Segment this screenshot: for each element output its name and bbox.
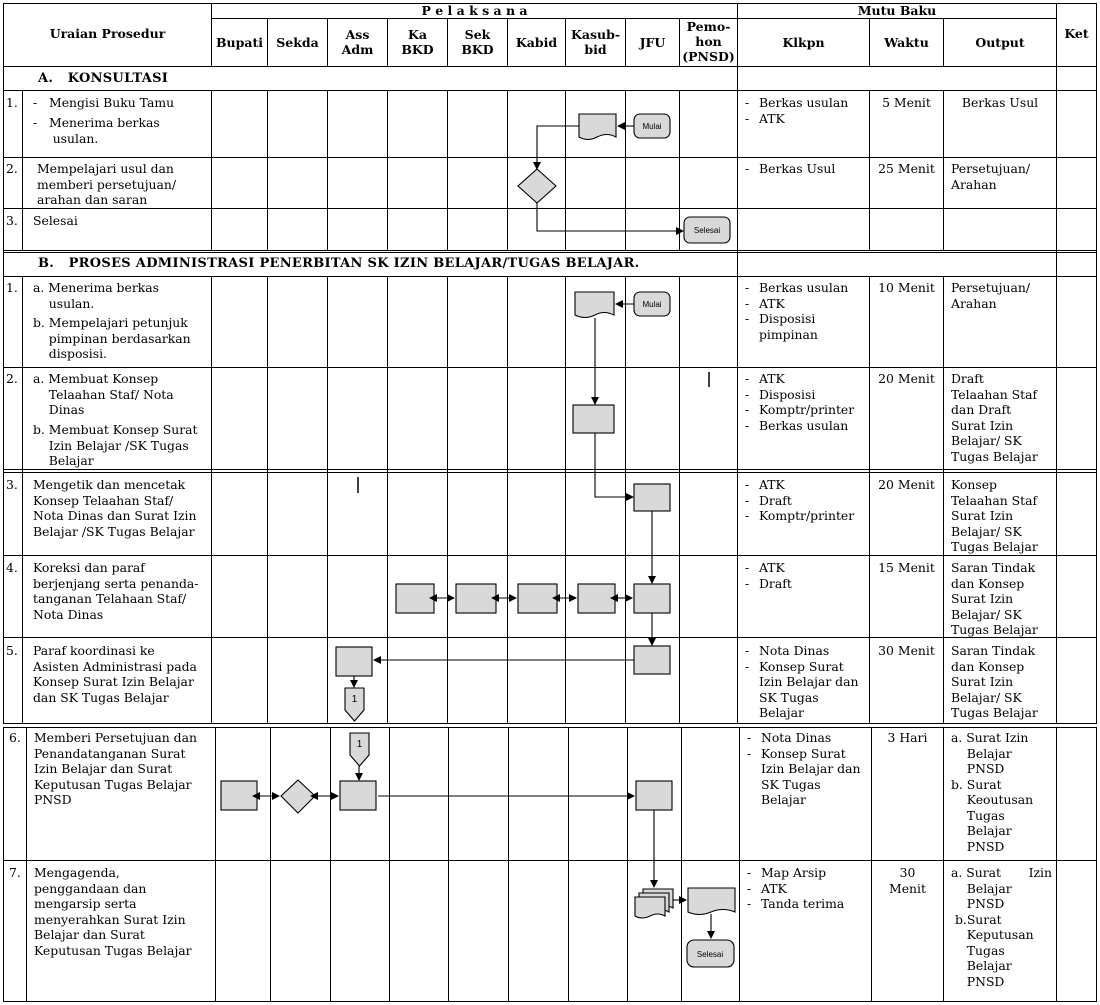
row-waktu: 20 Menit (878, 371, 935, 386)
klkpn-dash: - (745, 110, 750, 126)
process-b4-kabkd (396, 584, 434, 613)
klkpn-item: ATK (761, 880, 787, 896)
process-b4-kabid (518, 584, 557, 613)
process-b6-bupati (221, 781, 257, 810)
klkpn-dash: - (747, 730, 752, 745)
row-output: Persetujuan/ Arahan (951, 280, 1031, 311)
klkpn-item: Tanda terima (761, 896, 845, 911)
document-b7-pemohon (688, 888, 735, 915)
row-number: 5. (6, 643, 18, 658)
klkpn-dash: - (745, 95, 750, 110)
klkpn-item: Disposisi pimpinan (759, 311, 818, 342)
klkpn-item: ATK (759, 477, 785, 492)
klkpn-item: Berkas usulan (759, 95, 849, 110)
klkpn-item: ATK (759, 110, 785, 126)
row-uraian: - Mengisi Buku Tamu (33, 95, 175, 110)
header-uraian: Uraian Prosedur (49, 26, 166, 41)
klkpn-item: Draft (759, 492, 792, 508)
row-number: 7. (9, 865, 21, 880)
row-uraian: - Menerima berkas usulan. (33, 115, 160, 146)
klkpn-item: Map Arsip (761, 865, 827, 880)
klkpn-item: Berkas usulan (759, 280, 849, 295)
row-number: 3. (6, 213, 18, 228)
header-actor-pemohon: Pemo- hon (PNSD) (682, 19, 735, 64)
row-uraian: Koreksi dan paraf berjenjang serta penanda- tanganan Telahaan Staf/ Nota Dinas (33, 560, 199, 622)
klkpn-dash: - (745, 658, 750, 674)
klkpn-dash: - (745, 643, 750, 658)
header-ket: Ket (1064, 26, 1089, 41)
klkpn-dash: - (745, 417, 750, 433)
row-waktu: 30 Menit (889, 865, 926, 896)
klkpn-item: Nota Dinas (759, 643, 830, 658)
label-selesai-a3: Selesai (693, 226, 721, 235)
row-output: Persetujuan/ Arahan (951, 161, 1031, 192)
section-a-title: A. KONSULTASI (38, 71, 169, 86)
klkpn-item: Konsep Surat Izin Belajar dan SK Tugas Belajar (759, 658, 859, 720)
row-uraian: Mengetik dan mencetak Konsep Telaahan Staf/ Nota Dinas dan Surat Izin Belajar /SK Tugas Belajar (33, 477, 197, 539)
klkpn-dash: - (745, 371, 750, 386)
row-number: 2. (6, 371, 18, 386)
row-number: 4. (6, 560, 18, 575)
document-berkas-b1 (575, 292, 614, 318)
header-pelaksana: P e l a k s a n a (421, 3, 528, 18)
klkpn-dash: - (745, 508, 750, 523)
klkpn-item: Nota Dinas (761, 730, 832, 745)
klkpn-item: ATK (759, 560, 785, 575)
row-uraian: Selesai (33, 213, 78, 228)
klkpn-dash: - (747, 745, 752, 761)
label-mulai-b1: Mulai (642, 300, 662, 309)
klkpn-item: Konsep Surat Izin Belajar dan SK Tugas Belajar (761, 745, 861, 807)
multi-document-b7 (635, 889, 673, 918)
klkpn-dash: - (747, 896, 752, 911)
row-uraian: a. Membuat Konsep Telaahan Staf/ Nota Dinas (33, 371, 174, 417)
label-connector-out: 1 (351, 694, 358, 705)
klkpn-item: ATK (759, 371, 785, 386)
header-actor-ass-adm: Ass Adm (341, 27, 374, 57)
header-klkpn: Klkpn (782, 35, 825, 50)
header-actor-sekda: Sekda (276, 35, 319, 50)
header-actor-bupati: Bupati (215, 35, 263, 50)
row-number: 6. (9, 730, 21, 745)
section-b-title: B. PROSES ADMINISTRASI PENERBITAN SK IZIN BELAJAR/TUGAS BELAJAR. (38, 256, 640, 271)
klkpn-dash: - (745, 560, 750, 575)
process-b4-sekbkd (456, 584, 496, 613)
process-b3 (634, 484, 670, 511)
row-waktu: 15 Menit (878, 560, 935, 575)
row-waktu: 10 Menit (878, 280, 935, 295)
header-actor-kasubbid: Kasub- bid (570, 27, 621, 57)
klkpn-dash: - (745, 280, 750, 295)
row-waktu: 5 Menit (882, 95, 931, 110)
klkpn-dash: - (745, 161, 750, 176)
klkpn-item: Berkas Usul (759, 161, 836, 176)
label-connector-in: 1 (356, 739, 363, 750)
header-actor-jfu: JFU (639, 35, 666, 50)
klkpn-item: Disposisi (759, 386, 816, 402)
row-uraian: Memberi Persetujuan dan Penandatanganan Surat Izin Belajar dan Surat Keputusan Tugas Belajar PNSD (34, 730, 197, 807)
row-output: Saran Tindak dan Konsep Surat Izin Belajar/ SK Tugas Belajar (951, 560, 1038, 637)
row-waktu: 20 Menit (878, 477, 935, 492)
row-uraian: b. Mempelajari petunjuk pimpinan berdasarkan disposisi. (33, 315, 191, 361)
header-actor-ka-bkd: Ka BKD (401, 27, 434, 57)
klkpn-item: ATK (759, 295, 785, 311)
klkpn-dash: - (745, 492, 750, 508)
process-b6-assadm (340, 781, 376, 810)
process-b4-kasubbid (578, 584, 615, 613)
klkpn-item: Komptr/printer (759, 508, 855, 523)
row-output: a. Surat Izin Belajar PNSD b.Surat Keputusan Tugas Belajar PNSD (951, 865, 1052, 989)
klkpn-dash: - (745, 386, 750, 402)
row-uraian: Mengagenda, penggandaan dan mengarsip serta menyerahkan Surat Izin Belajar dan Surat Keputusan Tugas Belajar (34, 865, 192, 958)
row-output: Berkas Usul (961, 95, 1039, 110)
label-selesai-b7: Selesai (696, 950, 724, 959)
decision-a2 (518, 169, 556, 203)
klkpn-dash: - (747, 880, 752, 896)
header-mutu-baku: Mutu Baku (857, 3, 937, 18)
row-uraian: a. Menerima berkas usulan. (33, 280, 159, 311)
klkpn-dash: - (745, 575, 750, 591)
row-waktu: 3 Hari (887, 730, 928, 745)
row-waktu: 30 Menit (878, 643, 935, 658)
row-output: Saran Tindak dan Konsep Surat Izin Belajar/ SK Tugas Belajar (951, 643, 1038, 720)
row-waktu: 25 Menit (878, 161, 935, 176)
label-mulai-a1: Mulai (642, 122, 662, 131)
row-uraian: Mempelajari usul dan memberi persetujuan/ arahan dan saran (36, 161, 177, 207)
header-actor-kabid: Kabid (515, 35, 558, 50)
klkpn-item: Komptr/printer (759, 402, 855, 417)
row-uraian: b. Membuat Konsep Surat Izin Belajar /SK Tugas Belajar (33, 422, 198, 468)
document-berkas-a1 (579, 114, 616, 140)
row-uraian: Paraf koordinasi ke Asisten Administrasi pada Konsep Surat Izin Belajar dan SK Tugas Belajar (33, 643, 197, 705)
process-b5-jfu (634, 646, 670, 674)
row-output: Draft Telaahan Staf dan Draft Surat Izin Belajar/ SK Tugas Belajar (951, 371, 1038, 464)
klkpn-dash: - (745, 402, 750, 417)
row-output: Konsep Telaahan Staf Surat Izin Belajar/ SK Tugas Belajar (951, 477, 1038, 554)
klkpn-dash: - (747, 865, 752, 880)
klkpn-dash: - (745, 311, 750, 326)
decision-b6-sekda (281, 780, 315, 813)
process-b4-jfu (634, 584, 670, 613)
row-number: 1. (6, 280, 18, 295)
row-number: 2. (6, 161, 18, 176)
process-b2 (573, 405, 614, 433)
row-number: 1. (6, 95, 18, 110)
klkpn-dash: - (745, 477, 750, 492)
header-actor-sek-bkd: Sek BKD (461, 27, 494, 57)
header-waktu: Waktu (884, 35, 929, 50)
row-number: 3. (6, 477, 18, 492)
process-b6-jfu (636, 781, 672, 810)
process-b5-assadm (336, 647, 372, 676)
klkpn-dash: - (745, 295, 750, 311)
klkpn-item: Berkas usulan (759, 417, 849, 433)
row-output: a. Surat Izin Belajar PNSD b. Surat Keoutusan Tugas Belajar PNSD (951, 730, 1034, 854)
klkpn-item: Draft (759, 575, 792, 591)
header-output: Output (975, 35, 1025, 50)
